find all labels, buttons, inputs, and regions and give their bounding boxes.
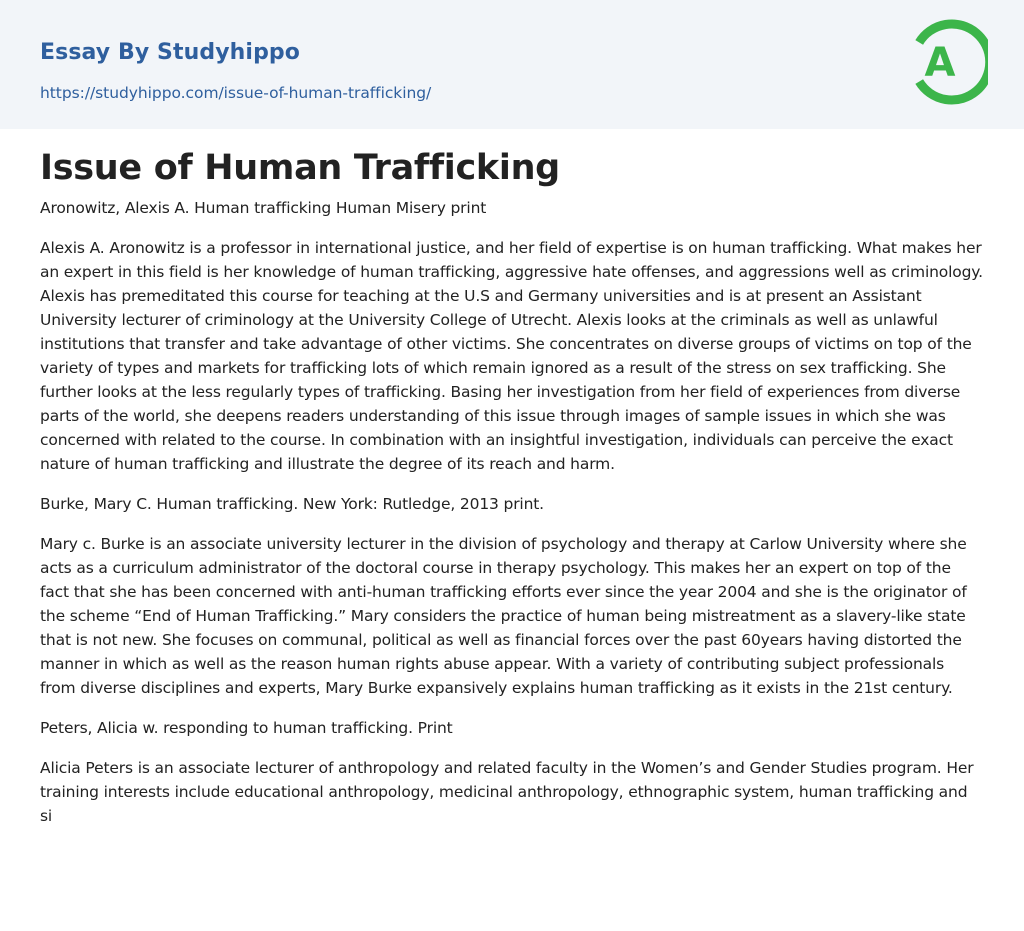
site-header [0,0,1024,129]
studyhippo-logo-icon[interactable] [912,18,988,106]
logo-letter: A [924,40,956,86]
site-brand[interactable]: Essay By Studyhippo [40,40,300,65]
paragraph-peters: Alicia Peters is an associate lecturer of anthropology and related faculty in the Women’s and Gender Studies program. Her training interests include educational anthropology, medicinal anthropology, ethnographic system, human trafficking and si [40,759,974,825]
citation-burke: Burke, Mary C. Human trafficking. New York: Rutledge, 2013 print. [40,495,544,513]
paragraph-aronowitz: Alexis A. Aronowitz is a professor in international justice, and her field of expertise is on human trafficking. What makes her an expert in this field is her knowledge of human trafficking, aggressive hate offenses, and aggressions well as criminology. Alexis has premeditated this course for teaching at the U.S and Germany universities and is at present an Assistant University lecturer of criminology at the University College of Utrecht. Alexis looks at the criminals as well as unlawful institutions that transfer and take advantage of other victims. She concentrates on diverse groups of victims on top of the variety of types and markets for trafficking lots of which remain ignored as a result of the stress on sex trafficking. She further looks at the less regularly types of trafficking. Basing her investigation from her field of experiences from diverse parts of the world, she deepens readers understanding of this issue through images of sample issues in which she was concerned with related to the course. In combination with an insightful investigation, individuals can perceive the exact nature of human trafficking and illustrate the degree of its reach and harm. [40,239,983,473]
paragraph-burke: Mary c. Burke is an associate university lecturer in the division of psychology and therapy at Carlow University where she acts as a curriculum administrator of the doctoral course in therapy psychology. This makes her an expert on top of the fact that she has been concerned with anti-human trafficking efforts ever since the year 2004 and she is the originator of the scheme “End of Human Trafficking.” Mary considers the practice of human being mistreatment as a slavery-like state that is not new. She focuses on communal, political as well as financial forces over the past 60years having distorted the manner in which as well as the reason human rights abuse appear. With a variety of contributing subject professionals from diverse disciplines and experts, Mary Burke expansively explains human trafficking as it exists in the 21st century. [40,535,967,697]
essay-content [40,142,984,828]
citation-aronowitz: Aronowitz, Alexis A. Human trafficking Human Misery print [40,199,487,217]
citation-peters: Peters, Alicia w. responding to human trafficking. Print [40,719,453,737]
essay-title: Issue of Human Trafficking [40,148,560,188]
essay-url-link[interactable]: https://studyhippo.com/issue-of-human-trafficking/ [40,84,432,102]
